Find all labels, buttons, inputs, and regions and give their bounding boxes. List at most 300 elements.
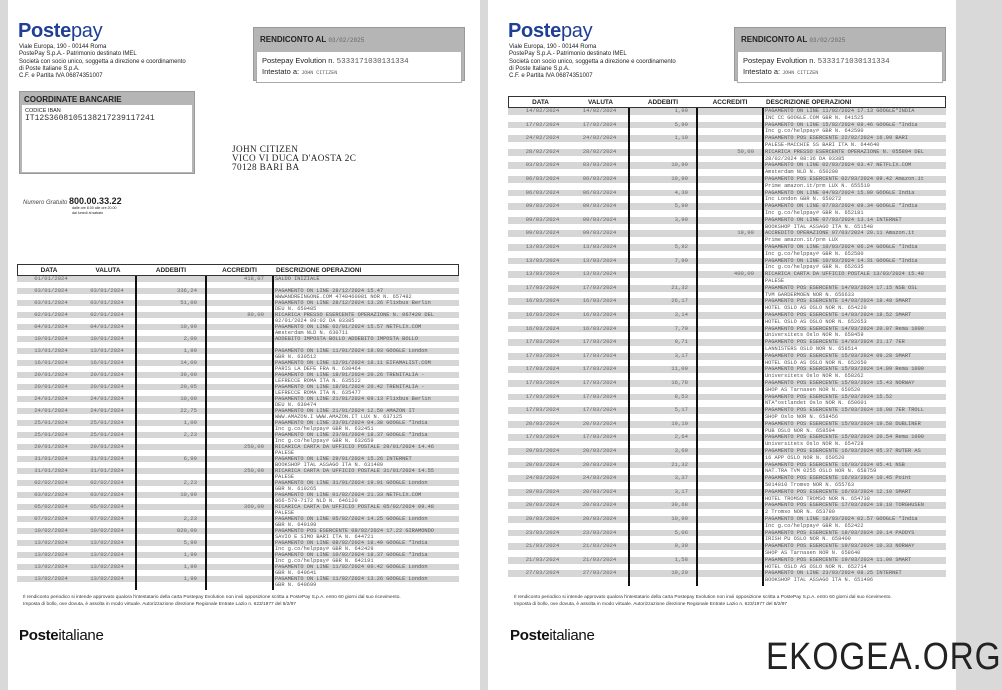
col-accrediti-header: ACCREDITI (712, 99, 748, 106)
description-line: PUB OSLO NOR N. 658594 (765, 427, 835, 434)
description-line: HOTEL OSLO AS OSLO NOR N. 652653 (765, 318, 867, 325)
table-row (508, 326, 946, 340)
description-line: ADDEBITO IMPOSTA BOLLO ADDEBITO IMPOSTA BOLLO (275, 336, 419, 342)
value-date-cell: 20/03/2024 (582, 501, 617, 509)
date-cell: 01/01/2024 (34, 275, 68, 282)
description-line: Universitets Oslo NOR N. 654728 (765, 441, 864, 448)
table-row (17, 504, 459, 516)
date-cell: 02/01/2024 (34, 311, 68, 318)
debit-cell: 3,17 (674, 351, 688, 359)
statement-page-1 (8, 0, 480, 690)
value-date-cell: 09/03/2024 (582, 202, 617, 210)
credit-cell (205, 348, 264, 354)
credit-cell (205, 336, 264, 342)
debit-cell: 1,10 (674, 134, 688, 142)
debit-cell: 1,99 (183, 575, 197, 582)
credit-cell (696, 217, 754, 224)
credit-cell (696, 516, 754, 523)
description-line: BOOKSHOP ITAL ASSAGO ITA N. 631489 (275, 462, 384, 468)
value-date-cell: 20/03/2024 (582, 447, 617, 454)
value-date-cell: 17/03/2024 (582, 433, 617, 441)
debit-cell: 1,99 (183, 551, 197, 558)
value-date-cell: 17/02/2024 (582, 120, 617, 128)
table-row (508, 448, 946, 462)
description-line: GBR N. 640199 (275, 522, 317, 528)
debit-cell: 7,99 (674, 256, 688, 264)
table-row (508, 217, 946, 231)
posteitaliane-logo: Posteitaliane (510, 627, 595, 644)
value-date-cell: 21/03/2024 (582, 542, 617, 550)
description-line: Inc g.co/helppay# GBR N. 632451 (275, 426, 374, 432)
value-date-cell: 03/02/2024 (90, 491, 124, 498)
table-row (508, 516, 946, 530)
description-line: PAGAMENTO POS ESERCENTE 08/02/2024 17.22 GIRAMONDO (275, 528, 434, 534)
description-line: PAGAMENTO POS ESERCENTE 19/03/2024 11.00 SMART (765, 556, 912, 563)
description-line: PAGAMENTO ON LINE 07/03/2024 13.14 INTERNET (765, 216, 902, 223)
company-address: Viale Europa, 190 - 00144 Roma PostePay S.p.A.- Patrimonio destinato IMEL Società con socio unico, soggetta a direzione e coordinamento di Poste Italiane S.p.A. C.F. e Partita IVA 06874351007 (509, 44, 676, 80)
value-date-cell: 10/01/2024 (90, 335, 124, 342)
value-date-cell: 20/03/2024 (582, 515, 617, 522)
description-line: PAGAMENTO ON LINE 23/01/2024 04.38 GOOGLE *India (275, 420, 428, 426)
description-line: LEFRECCE ROMA ITA N. 635477 (275, 390, 361, 396)
description-line: PAGAMENTO POS ESERCENTE 15/03/2024 16.08 7ER TROLL (765, 407, 924, 414)
table-row (17, 444, 459, 456)
description-line: PAGAMENTO ON LINE 07/03/2024 09.34 GOOGLE *India (765, 203, 918, 210)
description-line: 28/02/2024 08:36 DA 03385 (765, 155, 845, 162)
debit-cell: 3,37 (674, 474, 688, 482)
value-date-cell: 31/01/2024 (90, 455, 124, 462)
description-line: GBR N. 640699 (275, 582, 317, 588)
description-line: NAT.TRA TVM 0255 OSLO NOR N. 658759 (765, 468, 877, 475)
debit-cell: 2,00 (183, 335, 197, 342)
description-line: SAVIO E SIMO BARI ITA N. 644721 (275, 534, 374, 540)
table-row (508, 380, 946, 394)
debit-cell: 820,00 (176, 527, 197, 534)
table-row (17, 576, 459, 588)
table-row (508, 176, 946, 190)
date-cell: 09/03/2024 (525, 215, 560, 223)
value-date-cell: 17/03/2024 (582, 338, 617, 346)
table-row (508, 434, 946, 448)
description-line: 5014010 Tromso NOR N. 655763 (765, 481, 855, 488)
description-line: Amsterdam NLD N. 630711 (275, 330, 349, 336)
debit-cell: 1,58 (674, 555, 688, 563)
date-cell: 03/01/2024 (34, 287, 68, 294)
description-line: RICARICA PRESSO ESERCENTE OPERAZIONE N. 055804 DEL (765, 148, 924, 155)
table-row (17, 300, 459, 312)
date-cell: 16/03/2024 (525, 324, 560, 332)
table-row (508, 298, 946, 312)
date-cell: 17/03/2024 (525, 351, 560, 359)
debit-cell: 19,10 (671, 419, 688, 427)
debit-cell: 10,00 (180, 395, 197, 402)
footer-note: Il rendiconto periodico si intende approvato qualora l'intestatario della carta Postepay Evolution non invii opposizione scritta a PostePay S.p.A. entro 60 giorni dal suo ricevimento. Imposta di bollo, ove dovuta, è assolta in modo virtuale. Autorizzazione direzione Regionale Entrate Lazio n. 623/1977 del 8/2/97 (23, 595, 401, 607)
table-row (508, 108, 946, 122)
description-line: PAGAMENTO POS ESERCENTE 15/03/2024 09.28 SMART (765, 352, 912, 359)
date-cell: 13/02/2024 (34, 539, 68, 546)
table-row (508, 475, 946, 489)
value-date-cell: 23/03/2024 (582, 528, 617, 536)
credit-cell (696, 135, 754, 142)
credit-cell (696, 326, 754, 333)
description-line: PAGAMENTO ON LINE 11/01/2024 18.03 GOOGLE London (275, 348, 428, 354)
debit-cell: 21,32 (671, 460, 688, 468)
credit-cell (696, 570, 754, 577)
value-date-cell: 17/03/2024 (582, 379, 617, 386)
table-row (17, 288, 459, 300)
debit-cell: 336,24 (176, 287, 197, 294)
table-row (508, 489, 946, 503)
table-row (17, 420, 459, 432)
date-cell: 02/02/2024 (34, 479, 68, 486)
date-cell: 20/03/2024 (525, 419, 560, 427)
credit-cell (205, 384, 264, 390)
description-line: Prime amazon.it/prm LUX N. 655510 (765, 182, 870, 189)
date-cell: 21/03/2024 (525, 555, 560, 563)
table-body (17, 276, 459, 590)
credit-cell (205, 408, 264, 414)
description-line: GBR N. 630512 (275, 354, 317, 360)
value-date-cell: 24/02/2024 (582, 134, 617, 142)
table-row (17, 552, 459, 564)
col-data-header: DATA (532, 99, 549, 106)
date-cell: 28/02/2024 (525, 147, 560, 155)
credit-cell (696, 448, 754, 455)
description-line: PAGAMENTO ON LINE 23/03/2024 08.25 INTERNET (765, 570, 902, 577)
value-date-cell: 31/01/2024 (90, 467, 124, 474)
table-row (17, 348, 459, 360)
credit-cell (205, 492, 264, 498)
description-line: PAGAMENTO ON LINE 21/01/2024 09.13 Flixbus Berlin (275, 396, 431, 402)
description-line: PAGAMENTO ON LINE 10/02/2024 18.37 GOOGLE *India (275, 552, 428, 558)
description-line: PAGAMENTO ON LINE 11/02/2024 17.13 GOOGLE*INDIA (765, 108, 915, 114)
debit-cell: 21,32 (671, 283, 688, 291)
description-line: ACCREDITO OPERAZIONE 07/03/2024 20.11 Amazon.it (765, 230, 915, 237)
description-line: TVM GARDERMOEN NOR N. 656633 (765, 291, 855, 298)
debit-cell: 5,99 (183, 539, 197, 546)
debit-cell: 5,06 (674, 528, 688, 536)
credit-cell (696, 312, 754, 319)
description-line: Inc g.co/helppay# GBR N. 652181 (765, 209, 864, 216)
description-line: Inc g.co/helppay# GBR N. 652422 (765, 522, 864, 529)
description-line: PAGAMENTO ON LINE 01/02/2024 21.33 NETFLIX.COM (275, 492, 422, 498)
table-body (508, 108, 946, 586)
date-cell: 24/01/2024 (34, 407, 68, 414)
description-line: RICARICA CARTA DA UFFICIO POSTALE 29/01/2024 14.46 (275, 444, 434, 450)
debit-cell: 5,99 (674, 202, 688, 210)
debit-cell: 3,14 (674, 311, 688, 318)
description-line: 16 APP OSLO NOR N. 659520 (765, 454, 845, 461)
value-date-cell: 13/02/2024 (90, 539, 124, 546)
table-row (508, 122, 946, 136)
description-line: LANNISTERS OSLO NOR N. 658514 (765, 345, 858, 352)
debit-cell (135, 468, 197, 474)
recipient-address: JOHN CITIZEN VICO VI DUCA D'AOSTA 2C 70128 BARI BA (232, 144, 357, 172)
date-cell: 06/03/2024 (525, 175, 560, 182)
debit-cell: 5,99 (674, 120, 688, 128)
value-date-cell: 10/02/2024 (90, 527, 124, 534)
bank-details-box: COORDINATE BANCARIE CODICE IBAN IT12S3608105138217239117241 (19, 91, 195, 174)
description-line: PAGAMENTO POS ESERCENTE 15/03/2024 14.09 Rema 1000 (765, 366, 924, 373)
postepay-logo: Postepay (508, 20, 593, 42)
date-cell: 16/03/2024 (525, 297, 560, 305)
description-line: PAGAMENTO ON LINE 05/02/2024 14.25 GOOGLE London (275, 516, 428, 522)
description-line: PAGAMENTO POS ESERCENTE 14/03/2024 18.48 SMART (765, 298, 912, 305)
table-row (508, 339, 946, 353)
date-cell: 03/03/2024 (525, 161, 560, 169)
value-date-cell: 04/01/2024 (90, 323, 124, 330)
description-line: NTA*ostlandet Oslo NOR N. 650601 (765, 400, 867, 407)
description-line: PALESE (275, 474, 295, 480)
description-line: PAGAMENTO POS ESERCENTE 14/03/2024 18.52 SMART (765, 312, 912, 318)
value-date-cell: 17/03/2024 (582, 406, 617, 414)
value-date-cell: 20/03/2024 (582, 419, 617, 427)
credit-cell (205, 480, 264, 486)
credit-cell (696, 190, 754, 197)
table-row (17, 480, 459, 492)
col-addebiti-header: ADDEBITI (155, 267, 187, 274)
column-divider (272, 276, 274, 590)
debit-cell: 5,92 (674, 243, 688, 250)
credit-cell (205, 360, 264, 366)
value-date-cell: 16/03/2024 (582, 311, 617, 318)
description-line: Universitets Oslo NOR N. 658459 (765, 332, 864, 339)
company-address: Viale Europa, 190 - 00144 Roma PostePay S.p.A.- Patrimonio destinato IMEL Società con socio unico, soggetta a direzione e coordinamento di Poste Italiane S.p.A. C.F. e Partita IVA 06874351007 (19, 44, 186, 80)
value-date-cell: 20/03/2024 (582, 487, 617, 495)
description-line: 02/01/2024 09:02 DA 03385 (275, 318, 355, 324)
description-line: PALESE (765, 277, 785, 284)
credit-cell (696, 489, 754, 496)
table-row (17, 372, 459, 384)
description-line: Prime amazon.it/prm LUX (765, 237, 839, 244)
date-cell: 25/01/2024 (34, 419, 68, 426)
description-line: PAGAMENTO ON LINE 11/02/2024 00.42 GOOGLE London (275, 564, 428, 570)
description-line: PAGAMENTO ON LINE 12/01/2024 18.11 EIFAMALIST.COM (275, 360, 431, 366)
credit-cell (696, 298, 754, 305)
footer-note: Il rendiconto periodico si intende approvato qualora l'intestatario della carta Postepay Evolution non invii opposizione scritta a PostePay S.p.A. entro 60 giorni dal suo ricevimento. Imposta di bollo, ove dovuta, è assolta in modo virtuale. Autorizzazione direzione Regionale Entrate Lazio n. 623/1977 del 8/2/97 (514, 595, 892, 607)
debit-cell: 3,69 (674, 447, 688, 454)
description-line: PAGAMENTO ON LINE 18/03/2024 02.57 GOOGLE *India (765, 516, 918, 522)
date-cell: 20/01/2024 (34, 383, 68, 390)
credit-cell (696, 380, 754, 387)
table-row (508, 353, 946, 367)
debit-cell: 11,09 (671, 365, 688, 373)
debit-cell (135, 504, 197, 510)
transactions-table (17, 264, 459, 590)
date-cell: 27/03/2024 (525, 569, 560, 577)
credit-cell: 400,00 (733, 270, 754, 278)
description-line: IRISH PU OSLO NOR N. 658400 (765, 536, 851, 543)
credit-cell (696, 244, 754, 251)
table-row (17, 456, 459, 468)
debit-cell: 2,64 (674, 433, 688, 441)
table-row (17, 540, 459, 552)
description-line: SHOP AS Tarnasen NOR N. 650520 (765, 386, 861, 393)
date-cell: 23/03/2024 (525, 528, 560, 536)
credit-cell (696, 353, 754, 360)
date-cell: 20/01/2024 (34, 371, 68, 378)
description-line: Inc g.co/helppay# GBR N. 632659 (275, 438, 374, 444)
table-row (508, 557, 946, 571)
credit-cell (205, 552, 264, 558)
table-row (508, 394, 946, 408)
description-line: RICARICA CARTA DA UFFICIO POSTALE 31/01/2024 14.55 (275, 468, 434, 474)
credit-cell (696, 176, 754, 183)
description-line: PAGAMENTO ON LINE 18/01/2024 20.26 TRENITALIA - (275, 372, 425, 378)
table-row (508, 462, 946, 476)
description-line: Inc g.co/helppay# GBR N. 652635 (765, 264, 864, 271)
debit-cell: 14,00 (180, 359, 197, 366)
value-date-cell: 13/01/2024 (90, 347, 124, 354)
col-addebiti-header: ADDEBITI (647, 99, 679, 106)
credit-cell (205, 528, 264, 534)
debit-cell: 1,99 (183, 347, 197, 354)
debit-cell: 2,23 (183, 515, 197, 522)
credit-cell (205, 396, 264, 402)
credit-cell (696, 108, 754, 115)
table-header (508, 96, 946, 108)
description-line: Inc g.co/helppay# GBR N. 652580 (765, 250, 864, 257)
table-row (508, 190, 946, 204)
description-line: HOTEL OSLO AS OSLO NOR N. 652650 (765, 359, 867, 366)
description-line: PAGAMENTO POS ESERCENTE 18/03/2024 20.14 PADDYS (765, 529, 915, 536)
description-line: PAGAMENTO ON LINE 10/03/2024 14.31 GOOGLE *India (765, 257, 918, 264)
description-line: WWWANDREINGONE.COM 4748460081 NOR N. 657482 (275, 294, 412, 300)
debit-cell: 9,39 (674, 542, 688, 550)
debit-cell: 2,23 (183, 479, 197, 486)
date-cell: 17/02/2024 (525, 120, 560, 128)
description-line: SALDO INIZIALE (275, 276, 320, 282)
debit-cell: 1,99 (183, 563, 197, 570)
debit-cell (628, 271, 688, 278)
date-cell: 03/02/2024 (34, 491, 68, 498)
description-line: BOOKSHOP ITAL ASSAGO ITA N. 651548 (765, 223, 874, 230)
description-line: BOOKSHOP ITAL ASSAGO ITA N. 651496 (765, 577, 874, 584)
watermark: EKOGEA.ORG (766, 636, 1002, 678)
credit-cell: 360,00 (243, 503, 264, 510)
debit-cell: 19,20 (671, 569, 688, 577)
description-line: PAGAMENTO POS ESERCENTE 02/03/2024 09.42 Amazon.it (765, 176, 924, 182)
col-descrizione-header: DESCRIZIONE OPERAZIONI (276, 267, 362, 274)
value-date-cell: 25/01/2024 (90, 419, 124, 426)
credit-cell (205, 432, 264, 438)
value-date-cell: 13/03/2024 (582, 270, 617, 278)
posteitaliane-logo: Posteitaliane (19, 627, 104, 644)
column-divider (762, 108, 764, 586)
description-line: PAGAMENTO POS ESERCENTE 15/03/2024 15.43 NORWAY (765, 380, 915, 386)
description-line: PAGAMENTO POS ESERCENTE 16/03/2024 12.10 SMART (765, 488, 912, 495)
date-cell: 20/03/2024 (525, 460, 560, 468)
description-line: PAGAMENTO ON LINE 18/01/2024 20.42 TRENITALIA - (275, 384, 425, 390)
table-row (17, 408, 459, 420)
table-row (508, 312, 946, 326)
value-date-cell: 20/01/2024 (90, 371, 124, 378)
value-date-cell: 13/02/2024 (90, 551, 124, 558)
date-cell: 17/03/2024 (525, 379, 560, 386)
credit-cell (696, 543, 754, 550)
date-cell: 13/01/2024 (34, 347, 68, 354)
value-date-cell: 24/01/2024 (90, 395, 124, 402)
debit-cell: 20,05 (180, 383, 197, 390)
table-row (508, 135, 946, 149)
description-line: RICARICA PRESSO ESERCENTE OPERAZIONE N. 067420 DEL (275, 312, 434, 318)
description-line: PAGAMENTO POS ESERCENTE 16/03/2024 05.41 NSB (765, 461, 905, 468)
debit-cell: 39,00 (180, 371, 197, 378)
value-date-cell: 13/02/2024 (90, 575, 124, 582)
value-date-cell: 02/02/2024 (90, 479, 124, 486)
value-date-cell: 21/03/2024 (582, 555, 617, 563)
debit-cell: 5,17 (674, 406, 688, 414)
table-row (17, 336, 459, 348)
description-line: PAGAMENTO POS ESERCENTE 14/03/2024 17.15 NSB OSL (765, 284, 918, 291)
col-valuta-header: VALUTA (588, 99, 613, 106)
value-date-cell: 20/01/2024 (90, 383, 124, 390)
description-line: PAGAMENTO ON LINE 08/02/2024 18.49 GOOGLE *India (275, 540, 428, 546)
description-line: PALESE (275, 510, 295, 516)
value-date-cell: 07/02/2024 (90, 515, 124, 522)
date-cell: 13/03/2024 (525, 270, 560, 278)
date-cell: 25/01/2024 (34, 431, 68, 438)
table-row (508, 366, 946, 380)
value-date-cell: 17/03/2024 (582, 351, 617, 359)
date-cell: 17/03/2024 (525, 433, 560, 441)
table-header (17, 264, 459, 276)
description-line: PAGAMENTO POS ESERCENTE 15/03/2024 19.58 DUBLINER (765, 420, 921, 427)
date-cell: 20/03/2024 (525, 447, 560, 454)
description-line: HOTEL TROMSO TROMSO NOR N. 654738 (765, 495, 870, 502)
description-line: PAGAMENTO POS ESERCENTE 19/03/2024 10.33 NORWAY (765, 543, 915, 550)
date-cell: 04/01/2024 (34, 323, 68, 330)
debit-cell: 10,99 (180, 491, 197, 498)
column-divider (628, 108, 630, 586)
col-accrediti-header: ACCREDITI (222, 267, 257, 274)
date-cell: 06/03/2024 (525, 188, 560, 196)
credit-cell: 250,00 (243, 443, 264, 450)
description-line: HOTEL OSLO AS OSLO NOR N. 654220 (765, 305, 867, 312)
date-cell: 24/01/2024 (34, 395, 68, 402)
date-cell: 17/03/2024 (525, 392, 560, 400)
table-row (17, 564, 459, 576)
debit-cell: 10,99 (671, 161, 688, 169)
debit-cell: 51,00 (180, 299, 197, 306)
description-line: PARIS LA DEFE FRA N. 630464 (275, 366, 361, 372)
table-row (508, 244, 946, 258)
table-row (508, 203, 946, 217)
date-cell: 10/02/2024 (34, 527, 68, 534)
table-row (508, 530, 946, 544)
description-line: Inc g.co/helppay# GBR N. 642429 (275, 546, 374, 552)
date-cell: 16/01/2024 (34, 359, 68, 366)
table-row (17, 468, 459, 480)
description-line: PAGAMENTO POS ESERCENTE 16/03/2024 10.45 Point (765, 475, 912, 482)
table-row (508, 258, 946, 272)
credit-cell (696, 407, 754, 414)
description-line: PALESE (275, 450, 295, 456)
table-row (17, 432, 459, 444)
description-line: PAGAMENTO ON LINE 28/12/2024 13.26 Flixbus Berlin (275, 300, 431, 306)
credit-cell (696, 162, 754, 169)
description-line: Universitets Oslo NOR N. 658262 (765, 373, 864, 380)
value-date-cell: 13/03/2024 (582, 256, 617, 264)
value-date-cell: 27/03/2024 (582, 569, 617, 577)
date-cell: 20/03/2024 (525, 515, 560, 522)
description-line: SHOP AS Tarnasen NOR N. 658640 (765, 549, 861, 556)
date-cell: 13/02/2024 (34, 563, 68, 570)
description-line: PAGAMENTO ON LINE 04/03/2024 15.00 GOOGLE India (765, 189, 915, 196)
credit-cell: 250,00 (243, 467, 264, 474)
table-row (508, 162, 946, 176)
value-date-cell: 24/03/2024 (582, 474, 617, 482)
